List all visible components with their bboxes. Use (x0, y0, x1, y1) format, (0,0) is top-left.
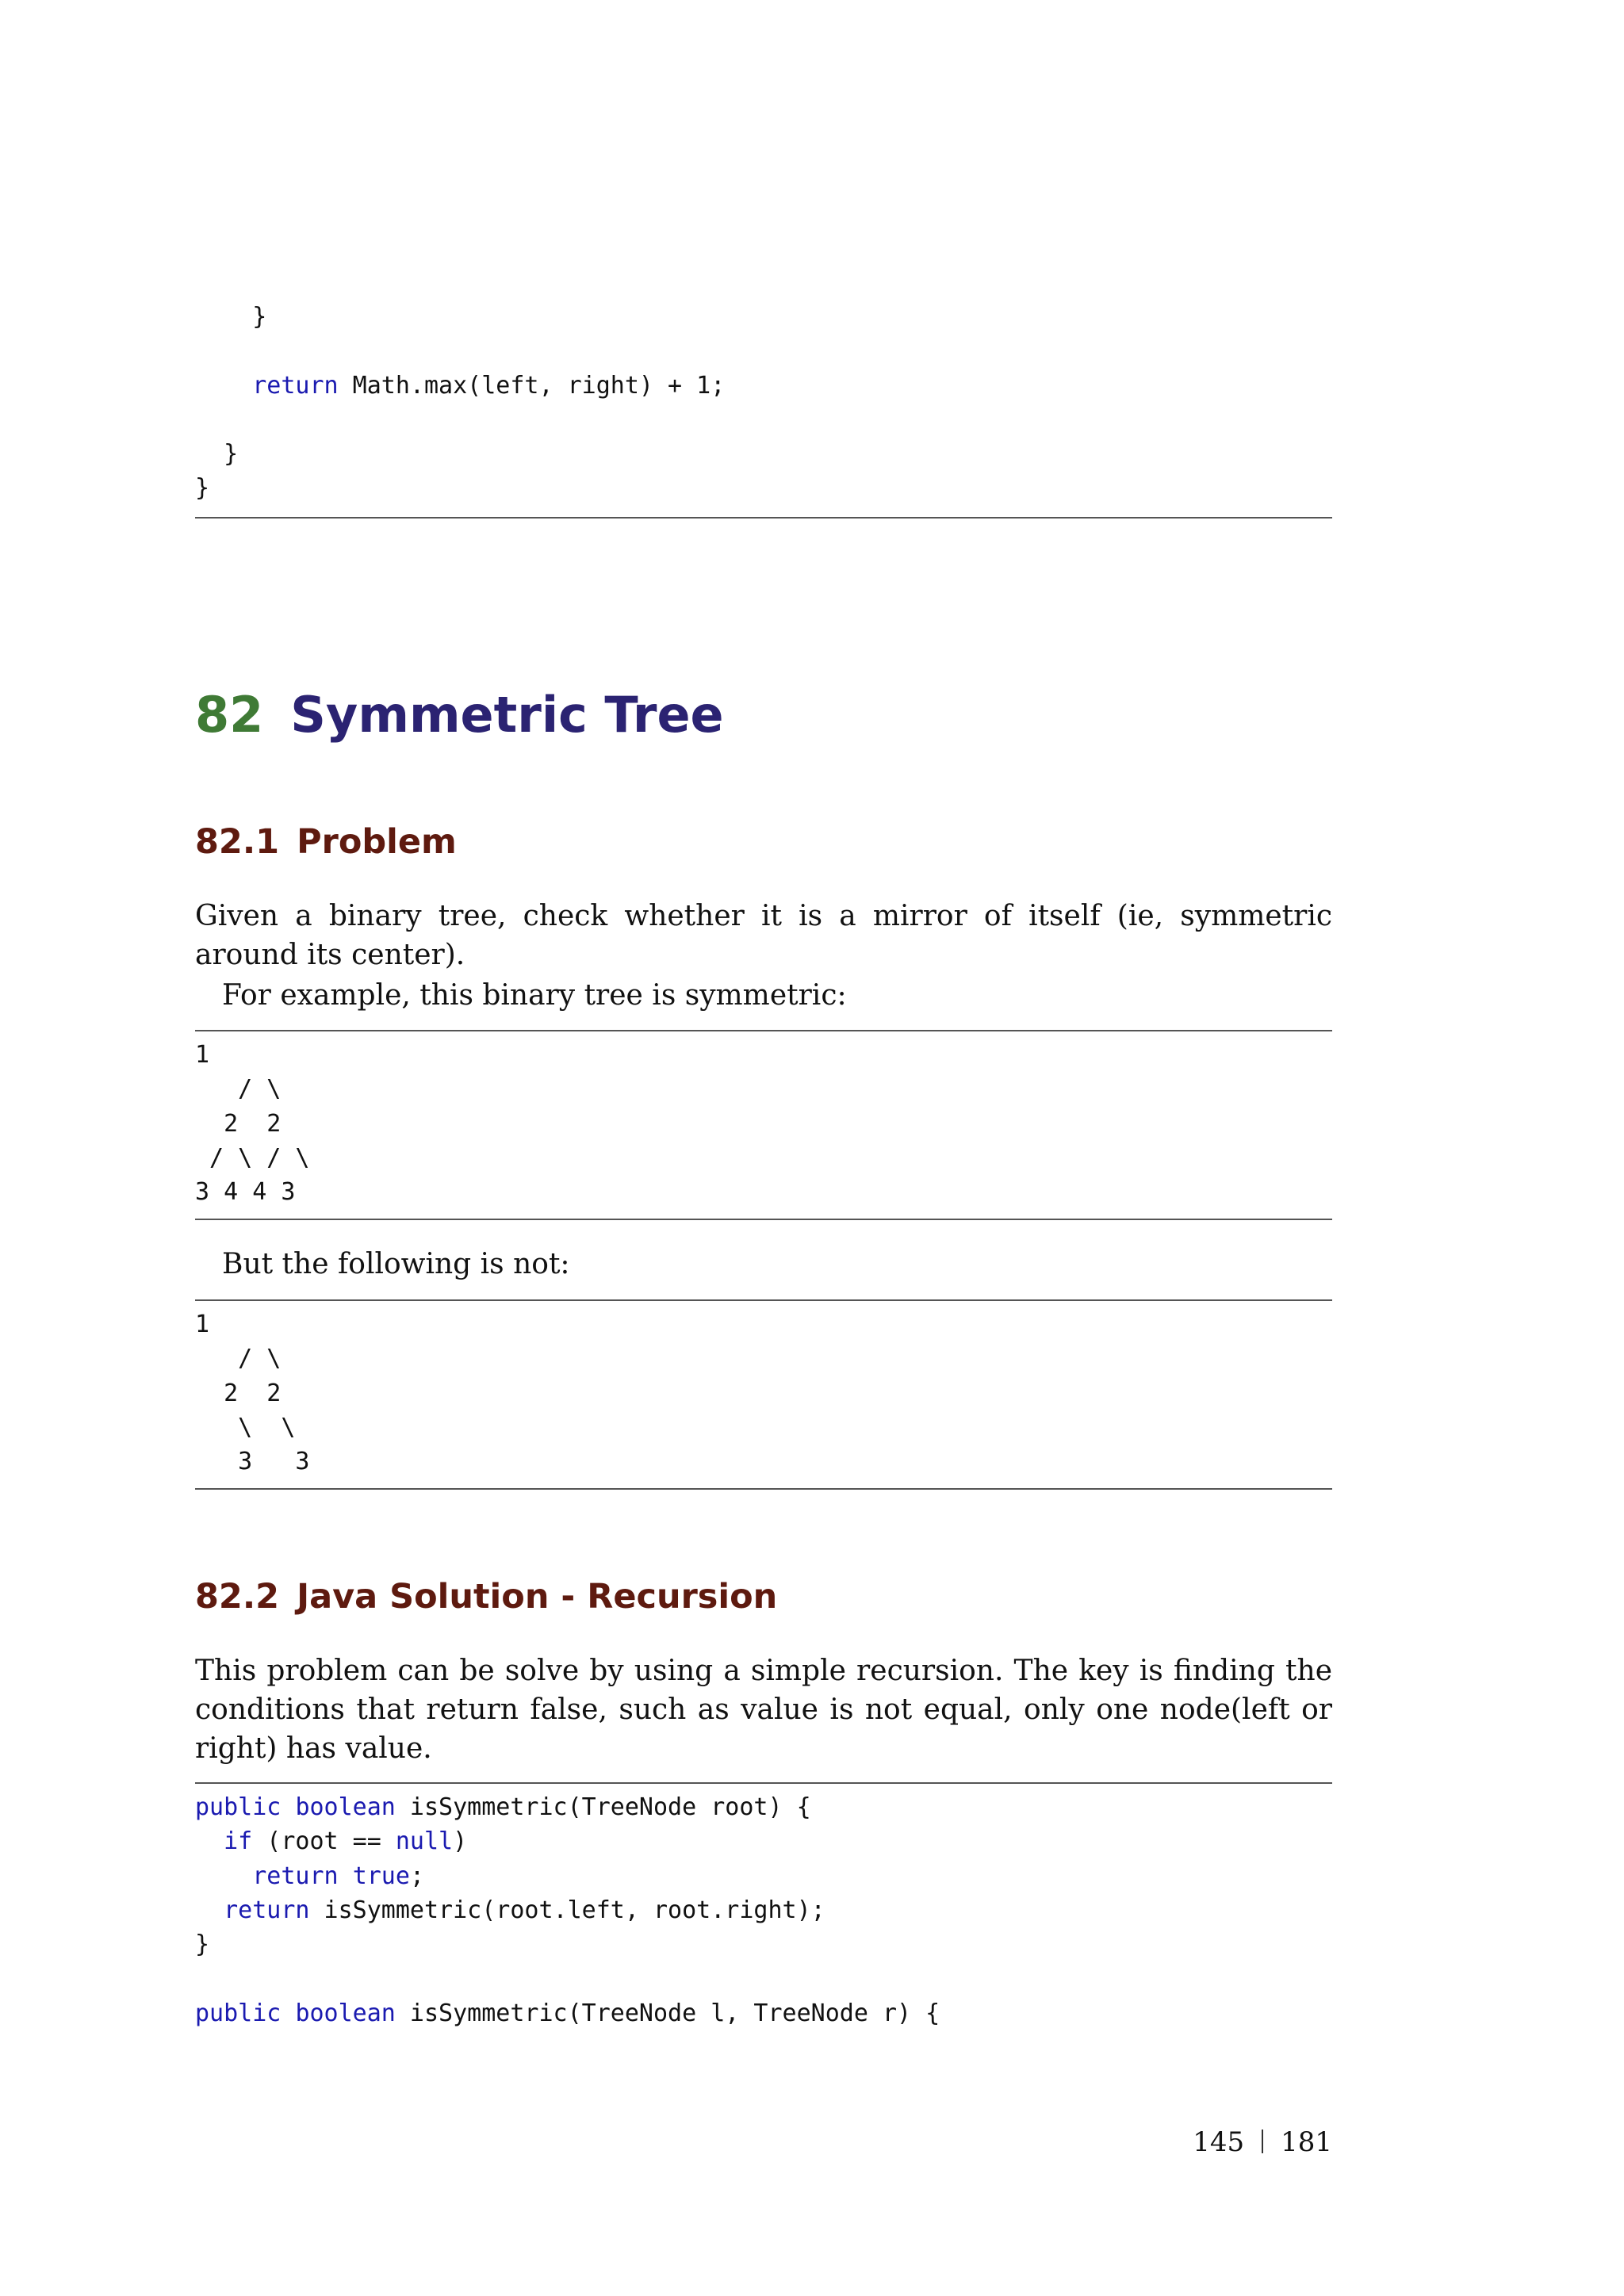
page-number-footer (1193, 2125, 1332, 2160)
code-line: } (195, 440, 239, 469)
section-number: 82.1 (195, 822, 280, 862)
chapter-heading (195, 683, 724, 747)
code-line: \ \ (195, 1413, 296, 1441)
section-title: Problem (297, 822, 457, 862)
symmetric-tree-example (195, 1038, 310, 1209)
example-intro: For example, this binary tree is symmetric: (222, 979, 847, 1012)
chapter-number: 82 (195, 686, 264, 744)
code-keyword: public (195, 1999, 282, 2027)
code-line: return isSymmetric(root.left, root.right); (224, 1896, 825, 1924)
code-line: 1 (195, 1041, 210, 1069)
code-line: } (195, 303, 267, 331)
code-line: public boolean isSymmetric(TreeNode root) { (195, 1793, 811, 1821)
counter-example-intro: But the following is not: (222, 1248, 570, 1280)
code-block-bottom-rule (195, 517, 1332, 519)
code-block-bottom-rule (195, 1219, 1332, 1220)
current-page-number: 145 (1193, 2126, 1245, 2158)
solution-code-block (195, 1790, 940, 2030)
code-keyword: null (395, 1827, 454, 1856)
code-line: return Math.max(left, right) + 1; (252, 371, 726, 400)
code-line: 2 2 (195, 1379, 282, 1407)
code-line: 3 3 (195, 1448, 310, 1476)
code-keyword: return (224, 1896, 310, 1924)
code-keyword: return (252, 371, 339, 400)
section-title: Java Solution - Recursion (297, 1577, 778, 1617)
section-number: 82.2 (195, 1577, 280, 1617)
code-line: 3 4 4 3 (195, 1178, 296, 1207)
code-line: public boolean isSymmetric(TreeNode l, TreeNode r) { (195, 1999, 940, 2027)
code-keyword: return (252, 1862, 339, 1890)
page-number-separator (1262, 2130, 1263, 2153)
code-line: 2 2 (195, 1109, 282, 1138)
code-block-top-rule (195, 1299, 1332, 1301)
chapter-title: Symmetric Tree (290, 686, 724, 744)
code-line: / \ (195, 1075, 282, 1104)
code-line: } (195, 474, 210, 503)
code-line: if (root == null) (224, 1827, 468, 1856)
code-block-top-rule (195, 1782, 1332, 1784)
code-keyword: boolean (295, 1999, 396, 2027)
code-block-bottom-rule (195, 1488, 1332, 1490)
code-line: } (195, 1931, 210, 1959)
code-line: / \ (195, 1345, 282, 1373)
section-heading-solution (195, 1575, 777, 1619)
code-keyword: if (224, 1827, 253, 1856)
total-page-count: 181 (1281, 2126, 1332, 2158)
code-line: 1 (195, 1311, 210, 1338)
asymmetric-tree-example (195, 1307, 310, 1479)
code-block-top-rule (195, 1030, 1332, 1031)
code-line: / \ / \ (195, 1143, 310, 1172)
code-keyword: public (195, 1793, 282, 1821)
code-block-previous (195, 300, 725, 506)
problem-statement: Given a binary tree, check whether it is a mirror of itself (ie, symmetric around its center). (195, 900, 1332, 971)
solution-description: This problem can be solve by using a simple recursion. The key is finding the conditions that return false, such as value is not equal, only one node(left or right) has value. (195, 1655, 1332, 1765)
section-heading-problem (195, 820, 457, 864)
code-line: return true; (252, 1862, 424, 1890)
code-keyword: true (352, 1862, 410, 1890)
code-keyword: boolean (295, 1793, 396, 1821)
